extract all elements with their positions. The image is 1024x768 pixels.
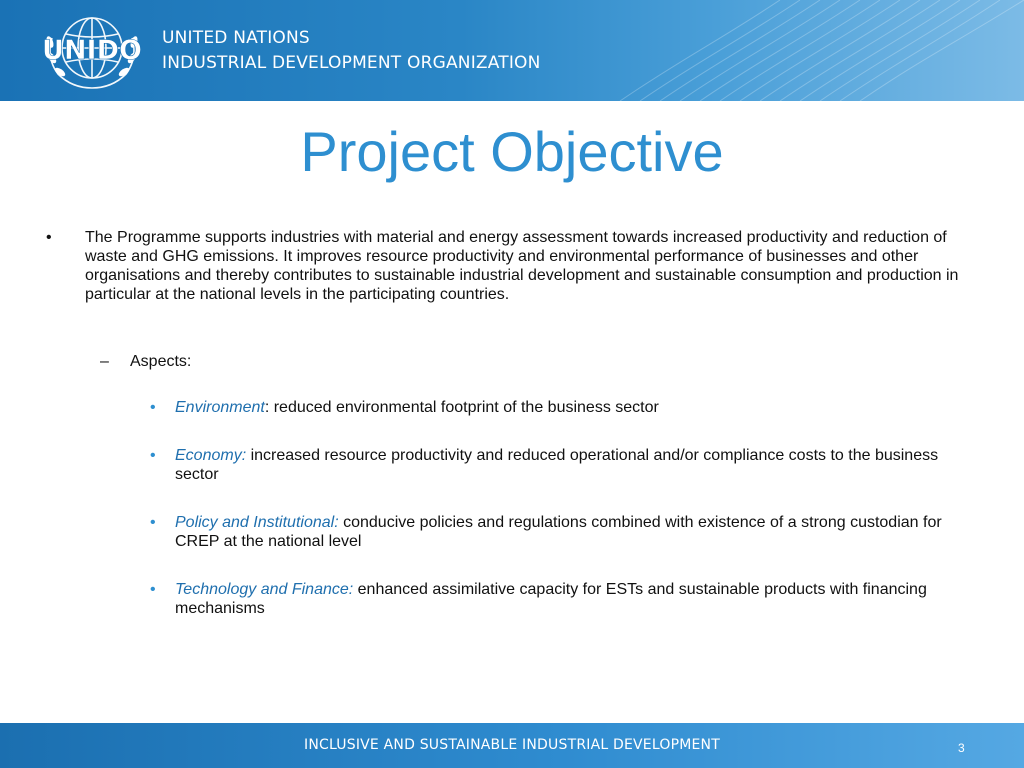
org-name-line2: INDUSTRIAL DEVELOPMENT ORGANIZATION <box>162 53 541 73</box>
aspects-label: Aspects: <box>130 353 192 370</box>
aspect-term: Policy and Institutional: <box>175 514 339 531</box>
bullet-marker: • <box>150 399 156 416</box>
aspect-description: enhanced assimilative capacity for ESTs and sustainable products with financing mechanisms <box>175 581 927 617</box>
wave-decoration <box>560 0 1024 101</box>
aspect-item-policy <box>150 513 960 551</box>
slide-title: Project Objective <box>300 120 724 183</box>
aspect-term: Technology and Finance: <box>175 581 354 598</box>
header-banner <box>0 0 1024 101</box>
main-bullet <box>46 228 961 304</box>
aspect-description: increased resource productivity and reduced operational and/or compliance costs to the business sector <box>175 447 939 483</box>
dash-marker: – <box>100 353 109 370</box>
bullet-marker: • <box>150 581 156 598</box>
footer-tagline: INCLUSIVE AND SUSTAINABLE INDUSTRIAL DEVELOPMENT <box>304 737 720 753</box>
bullet-marker: • <box>150 447 156 464</box>
main-bullet-text: The Programme supports industries with material and energy assessment towards increased productivity and reduction of waste and GHG emissions. It improves resource productivity and environmental performance of businesses and other organisations and thereby contributes to sustainable industrial development and sustainable consumption and production in particular at the national levels in the participating countries. <box>85 229 959 303</box>
aspects-heading <box>100 352 191 371</box>
aspect-term: Economy: <box>175 447 247 464</box>
bullet-marker: • <box>46 229 52 246</box>
footer-banner <box>0 723 1024 768</box>
page-number: 3 <box>958 741 965 755</box>
unido-logo-icon <box>38 8 146 92</box>
aspect-item-technology <box>150 580 960 618</box>
aspect-description: : reduced environmental footprint of the business sector <box>264 399 659 416</box>
aspect-term: Environment <box>175 399 265 416</box>
bullet-marker: • <box>150 514 156 531</box>
logo-text: UNIDO <box>42 35 142 66</box>
org-name-line1: UNITED NATIONS <box>162 28 310 48</box>
aspect-item-environment <box>150 398 960 417</box>
aspect-description: conducive policies and regulations combined with existence of a strong custodian for CREP at the national level <box>175 514 942 550</box>
aspect-item-economy <box>150 446 960 484</box>
organization-name <box>162 26 541 76</box>
